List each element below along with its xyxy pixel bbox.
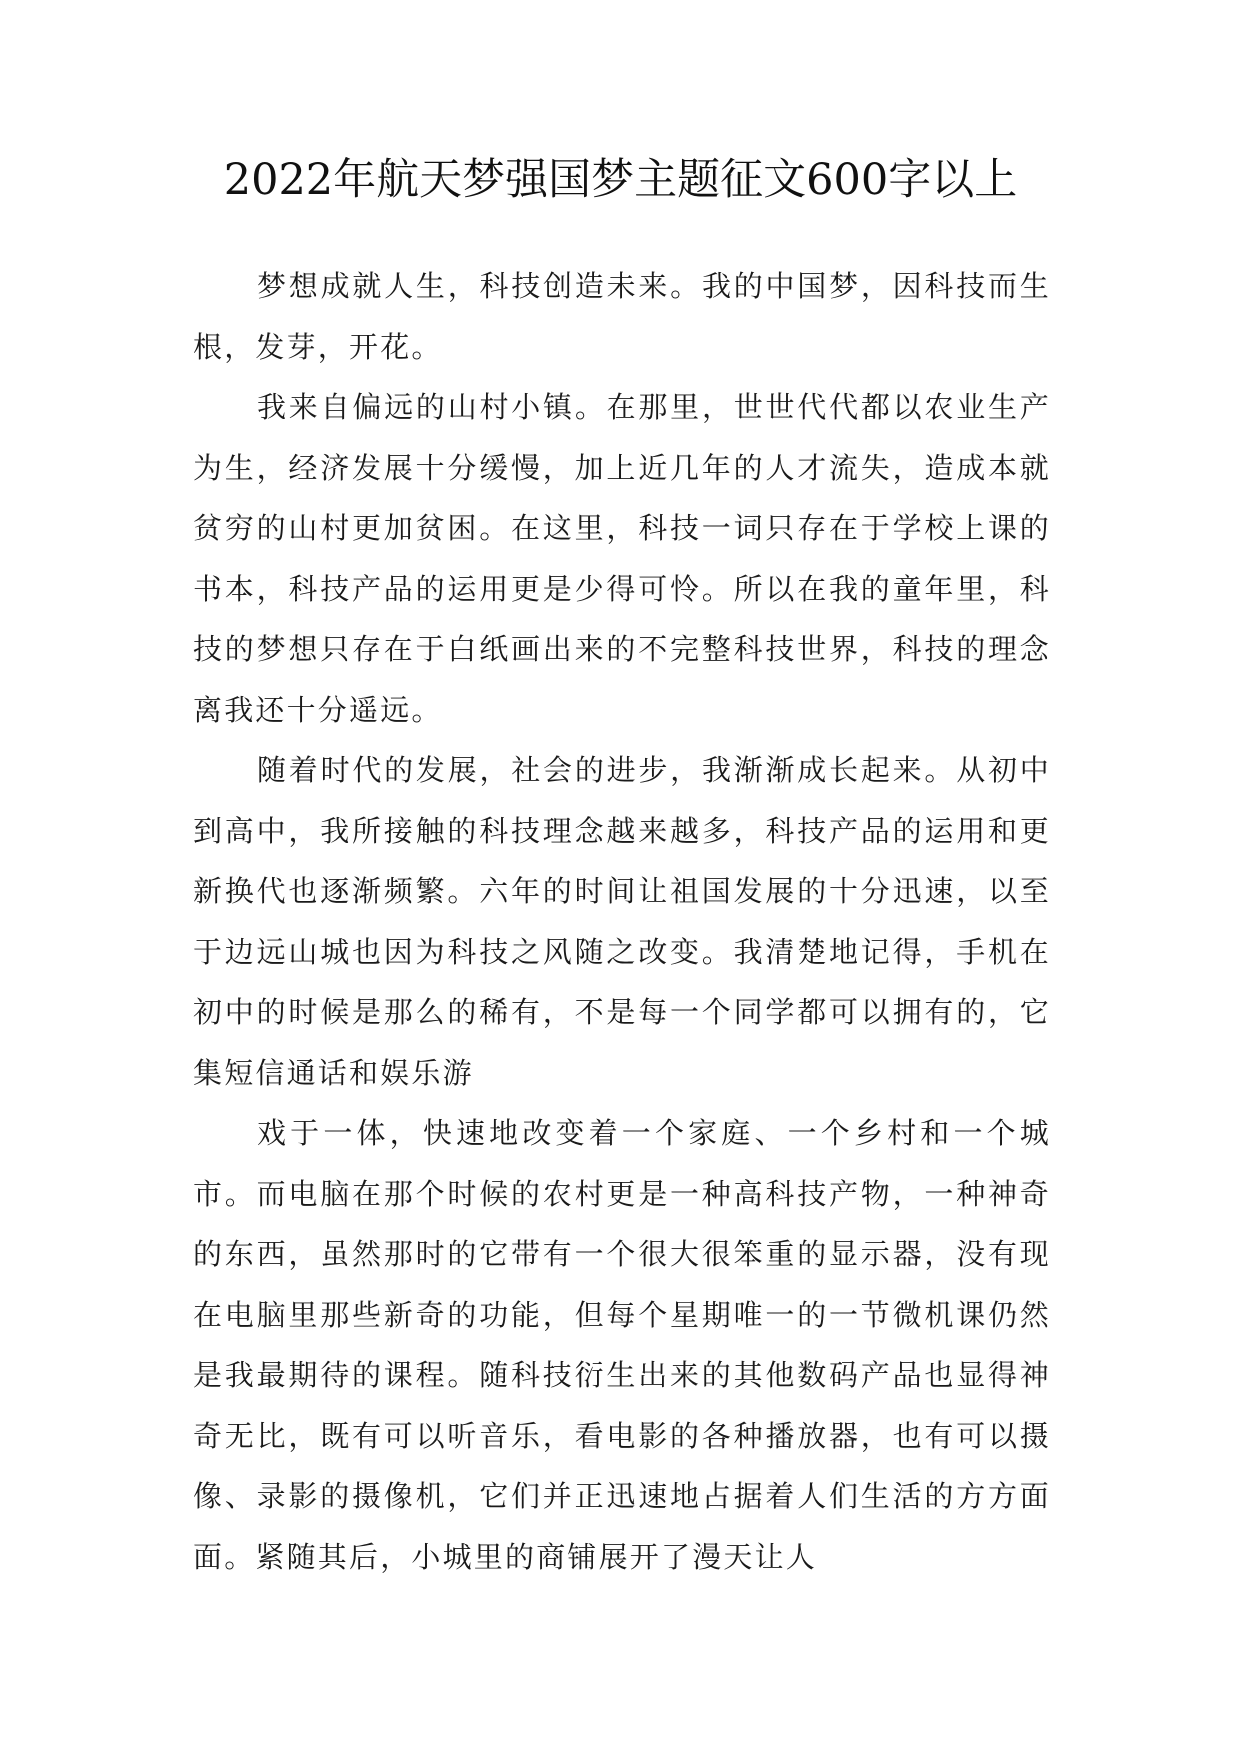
document-body: [193, 256, 1051, 1587]
document-title: 2022年航天梦强国梦主题征文600字以上: [223, 155, 1018, 205]
paragraph-4: 戏于一体，快速地改变着一个家庭、一个乡村和一个城市。而电脑在那个时候的农村更是一种高科技产物，一种神奇的东西，虽然那时的它带有一个很大很笨重的显示器，没有现在电脑里那些新奇的功能，但每个星期唯一的一节微机课仍然是我最期待的课程。随科技衍生出来的其他数码产品也显得神奇无比，既有可以听音乐，看电影的各种播放器，也有可以摄像、录影的摄像机，它们并正迅速地占据着人们生活的方方面面。紧随其后，小城里的商铺展开了漫天让人: [193, 1116, 1051, 1574]
paragraph-3: 随着时代的发展，社会的进步，我渐渐成长起来。从初中到高中，我所接触的科技理念越来越多，科技产品的运用和更新换代也逐渐频繁。六年的时间让祖国发展的十分迅速，以至于边远山城也因为科技之风随之改变。我清楚地记得，手机在初中的时候是那么的稀有，不是每一个同学都可以拥有的，它集短信通话和娱乐游: [193, 753, 1051, 1090]
paragraph-2: 我来自偏远的山村小镇。在那里，世世代代都以农业生产为生，经济发展十分缓慢，加上近几年的人才流失，造成本就贫穷的山村更加贫困。在这里，科技一词只存在于学校上课的书本，科技产品的运用更是少得可怜。所以在我的童年里，科技的梦想只存在于白纸画出来的不完整科技世界，科技的理念离我还十分遥远。: [193, 390, 1051, 727]
paragraph-1: 梦想成就人生，科技创造未来。我的中国梦，因科技而生根，发芽，开花。: [193, 269, 1051, 364]
